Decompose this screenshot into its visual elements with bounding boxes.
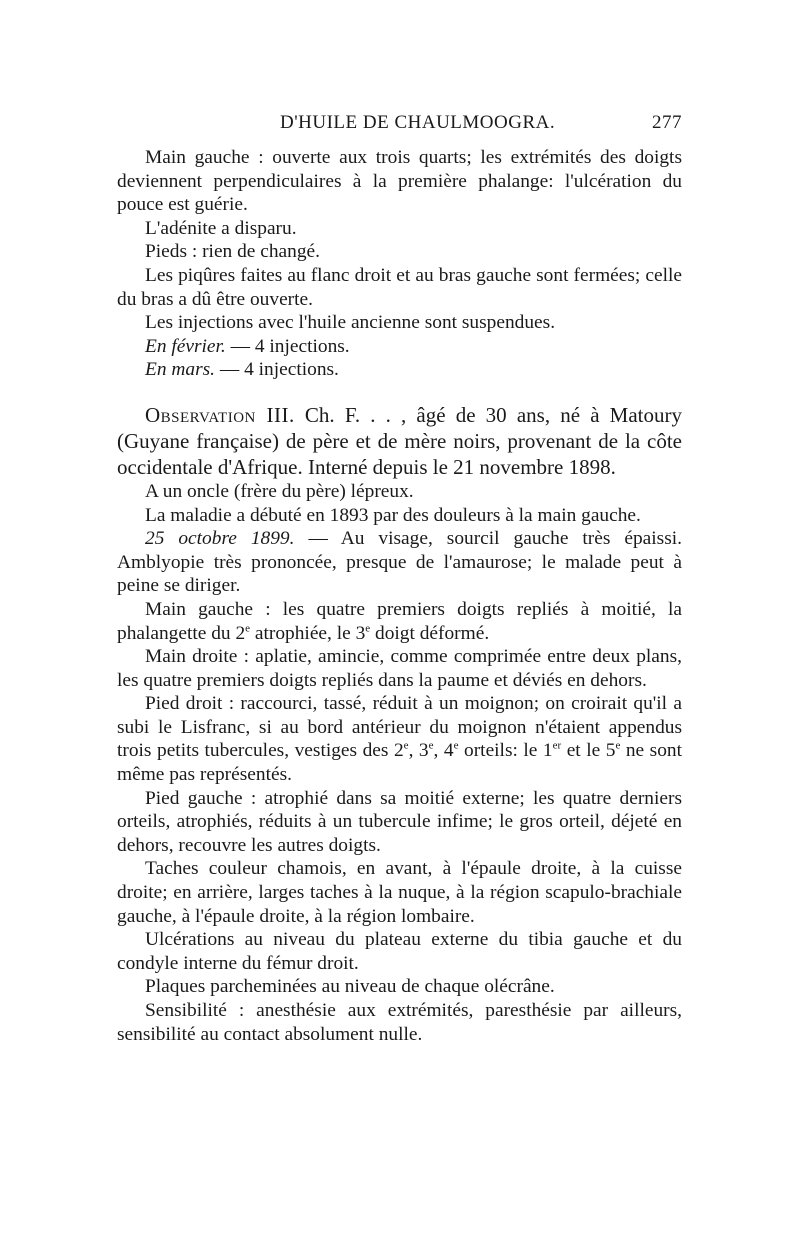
october-date: 25 octobre 1899. xyxy=(145,528,295,550)
case-continuation xyxy=(117,146,682,382)
superscript: e xyxy=(453,740,459,752)
observation-lead: Observation III. xyxy=(145,402,295,427)
paragraph-main-droite: Main droite : aplatie, amincie, comme comprimée entre deux plans, les quatre premiers doigts repliés dans la paume et déviés en dehors. xyxy=(117,646,682,691)
paragraph-main-gauche xyxy=(117,598,682,645)
observation-heading-paragraph xyxy=(117,402,682,480)
paragraph-pied-gauche: Pied gauche : atrophié dans sa moitié externe; les quatre derniers orteils, atrophiés, réduits à un tubercule infime; le gros orteil, déjeté en dehors, recouvre les autres doigts. xyxy=(117,787,682,856)
march-text: — 4 injections. xyxy=(215,359,339,381)
superscript: e xyxy=(245,622,251,635)
text-segment: doigt déformé. xyxy=(370,622,490,644)
paragraph-february xyxy=(117,335,682,359)
text-segment: Pied droit : raccourci, tassé, réduit à un moignon; on croirait qu'il a subi le Lisfranc, si au bord antérieur du moignon n'étaient appendus trois petits tubercules, vestiges des 2 xyxy=(117,693,682,762)
paragraph-ulcerations: Ulcérations au niveau du plateau externe du tibia gauche et du condyle interne du fémur droit. xyxy=(117,929,682,974)
text-segment: atrophiée, le 3 xyxy=(250,622,366,644)
superscript: er xyxy=(552,740,562,752)
text-segment: ne sont même pas représentés. xyxy=(117,740,683,786)
march-label: En mars. xyxy=(145,359,216,381)
superscript: e xyxy=(615,740,621,752)
october-text: — Au visage, sourcil gauche très épaissi. Amblyopie très prononcée, presque de l'amaurose; le malade peut à peine se diriger. xyxy=(117,528,682,597)
paragraph-march xyxy=(117,358,682,382)
observation-body xyxy=(117,480,682,1046)
paragraph-uncle: A un oncle (frère du père) lépreux. xyxy=(145,480,414,502)
observation-text: Ch. F. . . , âgé de 30 ans, né à Matoury (Guyane française) de père et de mère noirs, provenant de la côte occidentale d'Afrique. Interné depuis le 21 novembre 1898. xyxy=(117,402,682,479)
text-segment: orteils: le 1 xyxy=(458,740,553,762)
paragraph-pied-droit xyxy=(117,692,682,786)
paragraph-plaques: Plaques parcheminées au niveau de chaque olécrâne. xyxy=(145,976,555,998)
superscript: e xyxy=(365,622,371,635)
paragraph-feet: Pieds : rien de changé. xyxy=(145,241,320,263)
february-label: En février. xyxy=(145,335,226,357)
text-segment: et le 5 xyxy=(561,740,616,762)
text-segment: , 4 xyxy=(433,740,454,762)
paragraph-october xyxy=(117,527,682,598)
superscript: e xyxy=(403,740,409,752)
running-title: D'HUILE DE CHAULMOOGRA. xyxy=(280,112,556,133)
paragraph-injections-suspended: Les injections avec l'huile ancienne sont suspendues. xyxy=(145,312,556,334)
page-header xyxy=(117,112,682,140)
paragraph-left-hand: Main gauche : ouverte aux trois quarts; les extrémités des doigts deviennent perpendiculaires à la première phalange: l'ulcération du pouce est guérie. xyxy=(117,147,682,216)
paragraph-onset: La maladie a débuté en 1893 par des douleurs à la main gauche. xyxy=(145,504,641,526)
page-number: 277 xyxy=(652,112,682,133)
text-segment: , 3 xyxy=(408,740,429,762)
paragraph-sensibilite: Sensibilité : anesthésie aux extrémités, paresthésie par ailleurs, sensibilité au contact absolument nulle. xyxy=(117,1000,682,1045)
paragraph-punctures: Les piqûres faites au flanc droit et au bras gauche sont fermées; celle du bras a dû être ouverte. xyxy=(117,264,682,310)
superscript: e xyxy=(428,740,434,752)
paragraph-taches: Taches couleur chamois, en avant, à l'épaule droite, à la cuisse droite; en arrière, larges taches à la nuque, à la région scapulo-brachiale gauche, à l'épaule droite, à la région lombaire. xyxy=(117,858,682,927)
text-segment: Main gauche : les quatre premiers doigts repliés à moitié, la phalangette du 2 xyxy=(117,598,682,644)
book-page xyxy=(117,112,682,1046)
paragraph-adenitis: L'adénite a disparu. xyxy=(145,217,297,239)
february-text: — 4 injections. xyxy=(225,335,350,357)
